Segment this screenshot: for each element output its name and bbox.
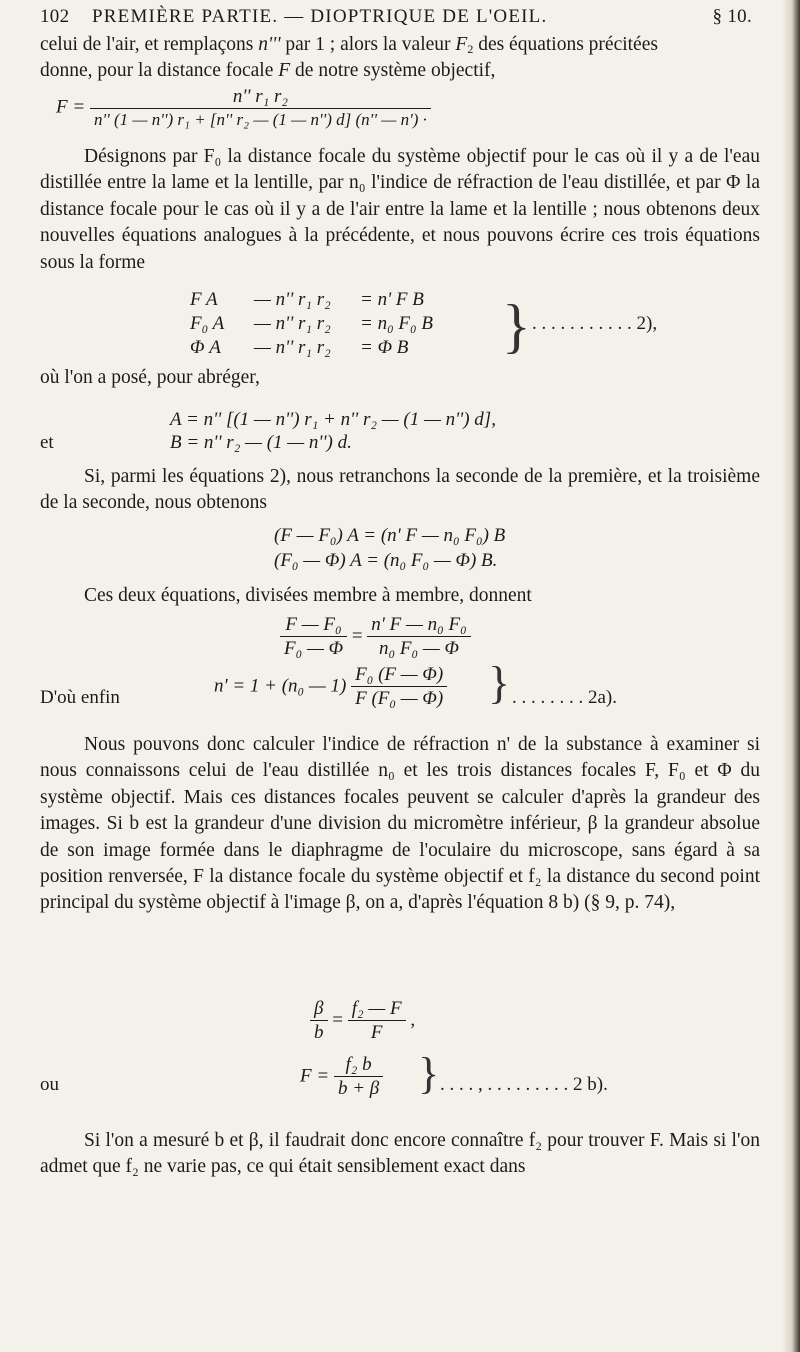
right-brace: } <box>502 293 531 359</box>
equation-2b: F = $\frac{\text{f₂ b}}{b + \beta}$ <box>300 1054 383 1100</box>
paragraph-5: Ces deux équations, divisées membre à membre, donnent <box>84 585 532 606</box>
paragraph-3: où l'on a posé, pour abréger, <box>40 367 260 388</box>
conjunction-ou: ou <box>40 1074 59 1095</box>
intro-dou-enfin: D'où enfin <box>40 687 120 708</box>
equation-tag-2: . . . . . . . . . . . 2), <box>532 313 658 334</box>
right-brace: } <box>488 657 511 708</box>
right-brace: } <box>418 1049 440 1098</box>
paragraph-6: Nous pouvons donc calculer l'indice de réfraction n' de la substance à examiner si nous connaissons celui de l'eau distillée n₀ et les trois distances focales F, F₀ et Φ du système objectif. Mais ces distances focales peuvent se calculer d'après la grandeur des images. Si b est la grandeur d'une division du micromètre inférieur, β la grandeur absolue de son image formée dans le diaphragme de l'oculaire du microscope, sans égard à sa position renversée, F la distance focale du système objectif et f₂ la distance du second point principal du système objectif à l'image β, on a, d'après l'équation 8 b) (§ 9, p. 74), <box>40 734 760 914</box>
running-header <box>40 6 760 34</box>
section-number: § 10. <box>712 6 752 27</box>
running-title: PREMIÈRE PARTIE. — DIOPTRIQUE DE L'OEIL. <box>92 6 548 27</box>
page-number: 102 <box>40 6 70 27</box>
paragraph-4: Si, parmi les équations 2), nous retranchons la seconde de la première, et la troisième de la seconde, nous obtenons <box>40 466 760 514</box>
equation-ratio: $\frac{\text{F — F₀}}{\text{F₀ — Φ}}$ = $\frac{\text{n' F — n₀ F₀}}{\text{n₀ F₀ — Φ}}$ <box>280 614 471 660</box>
paragraph-2: Désignons par F₀ la distance focale du système objectif pour le cas où il y a de l'eau distillée entre la lame et la lentille, par n₀ l'indice de réfraction de l'eau distillée, et par Φ la distance focale pour le cas où il y a de l'air entre la lame et la lentille ; nous obtenons deux nouvelles équations analogues à la précédente, et nous pouvons écrire ces trois équations sous la forme <box>40 146 760 273</box>
equation-tag-2b: . . . . , . . . . . . . . . 2 b). <box>440 1074 608 1095</box>
book-page: 102 PREMIÈRE PARTIE. — DIOPTRIQUE DE L'OEIL. § 10. celui de l'air, et remplaçons n''' par 1 ; alors la valeur $F_2$ des équations précitées donne, pour la distance focale F de notre système objectif, F = $\frac{\text{n'' r₁ r₂}}{\text{n'' (1 — n'') r₁ + [n'' r₂ — (1 — n'') d] (n'' — n') ·}}$ Désignons par F₀ la distance focale du système objectif pour le cas où il y a de l'eau distillée entre la lame et la lentille, par n₀ l'indice de réfraction de l'eau distillée, et par Φ la distance focale pour le cas où il y a de l'air entre la lame et la lentille ; nous obtenons deux nouvelles équations analogues à la précédente, et nous pouvons écrire ces trois équations sous la forme F A — n'' r₁ r₂ = n' F B F₀ A — n'' r₁ r₂ = n₀ F₀ B Φ A — n'' r₁ r₂ = Φ B } . . . . . . . . . . . 2), où l'on a posé, pour abréger, A = n'' [(1 — n'') r₁ + n'' r₂ — (1 — n'') d], et B = n'' r₂ — (1 — n'') d. Si, parmi les équations 2), nous retranchons la seconde de la première, et la troisième de la seconde, nous obtenons (F — F₀) A = (n' F — n₀ F₀) B (F₀ — Φ) A = (n₀ F₀ — Φ) B. Ces deux équations, divisées membre à membre, donnent $\frac{\text{F — F₀}}{\text{F₀ — Φ}}$ = $\frac{\text{n' F — n₀ F₀}}{\text{n₀ F₀ — Φ}}$ D'où enfin n' = 1 + (n₀ — 1) $\frac{\text{F₀ (F — Φ)}}{\text{F (F₀ — Φ)}}$ } . . . . . . . . 2a). Nous pouvons donc calculer l'indice de réfraction n' de la substance à examiner si nous connaissons celui de l'eau distillée n₀ et les trois distances focales F, F₀ et Φ du système objectif. Mais ces distances focales peuvent se calculer d'après la grandeur des images. Si b est la grandeur d'une division du micromètre inférieur, β la grandeur absolue de son image formée dans le diaphragme de l'oculaire du microscope, sans égard à sa position renversée, F la distance focale du système objectif et f₂ la distance du second point principal du système objectif à l'image β, on a, d'après l'équation 8 b) (§ 9, p. 74), $\frac{\beta}{b}$ = $\frac{\text{f₂ — F}}{F}$ , ou F = $\frac{\text{f₂ b}}{b + \beta}$ } . . . . , . . . . . . . . . 2 b). Si l'on a mesuré b et β, il faudrait donc encore connaître f₂ pour trouver F. Mais si l'on admet que f₂ ne varie pas, ce qui était sensiblement exact dans <box>0 0 800 1352</box>
equation-2a: n' = 1 + (n₀ — 1) $\frac{\text{F₀ (F — Φ)}}{\text{F (F₀ — Φ)}}$ <box>214 664 447 710</box>
equation-difference-2: (F₀ — Φ) A = (n₀ F₀ — Φ) B. <box>274 550 498 571</box>
equation-focal-length: F = $\frac{\text{n'' r₁ r₂}}{\text{n'' (1 — n'') r₁ + [n'' r₂ — (1 — n'') d] (n'' — n') ·}}$ <box>56 86 431 130</box>
equation-tag-2a: . . . . . . . . 2a). <box>512 687 618 708</box>
paragraph-7: Si l'on a mesuré b et β, il faudrait donc encore connaître f₂ pour trouver F. Mais si l'on admet que f₂ ne varie pas, ce qui était sensiblement exact dans <box>40 1130 760 1178</box>
fraction: $\frac{\text{n'' r₁ r₂}}{\text{n'' (1 — n'') r₁ + [n'' r₂ — (1 — n'') d] (n'' — n') ·}}$ <box>90 86 431 130</box>
conjunction-et: et <box>40 432 54 453</box>
page-edge-shadow <box>782 0 800 1352</box>
equation-beta-over-b: $\frac{\beta}{b}$ = $\frac{\text{f₂ — F}}{F}$ , <box>310 998 415 1044</box>
equation-difference-1: (F — F₀) A = (n' F — n₀ F₀) B <box>274 525 506 546</box>
definition-A: A = n'' [(1 — n'') r₁ + n'' r₂ — (1 — n'') d], <box>170 409 496 430</box>
paragraph-1: celui de l'air, et remplaçons n''' par 1 ; alors la valeur $F_2$ des équations précitées donne, pour la distance focale F de notre système objectif, <box>40 34 658 82</box>
definition-B: B = n'' r₂ — (1 — n'') d. <box>170 432 352 453</box>
